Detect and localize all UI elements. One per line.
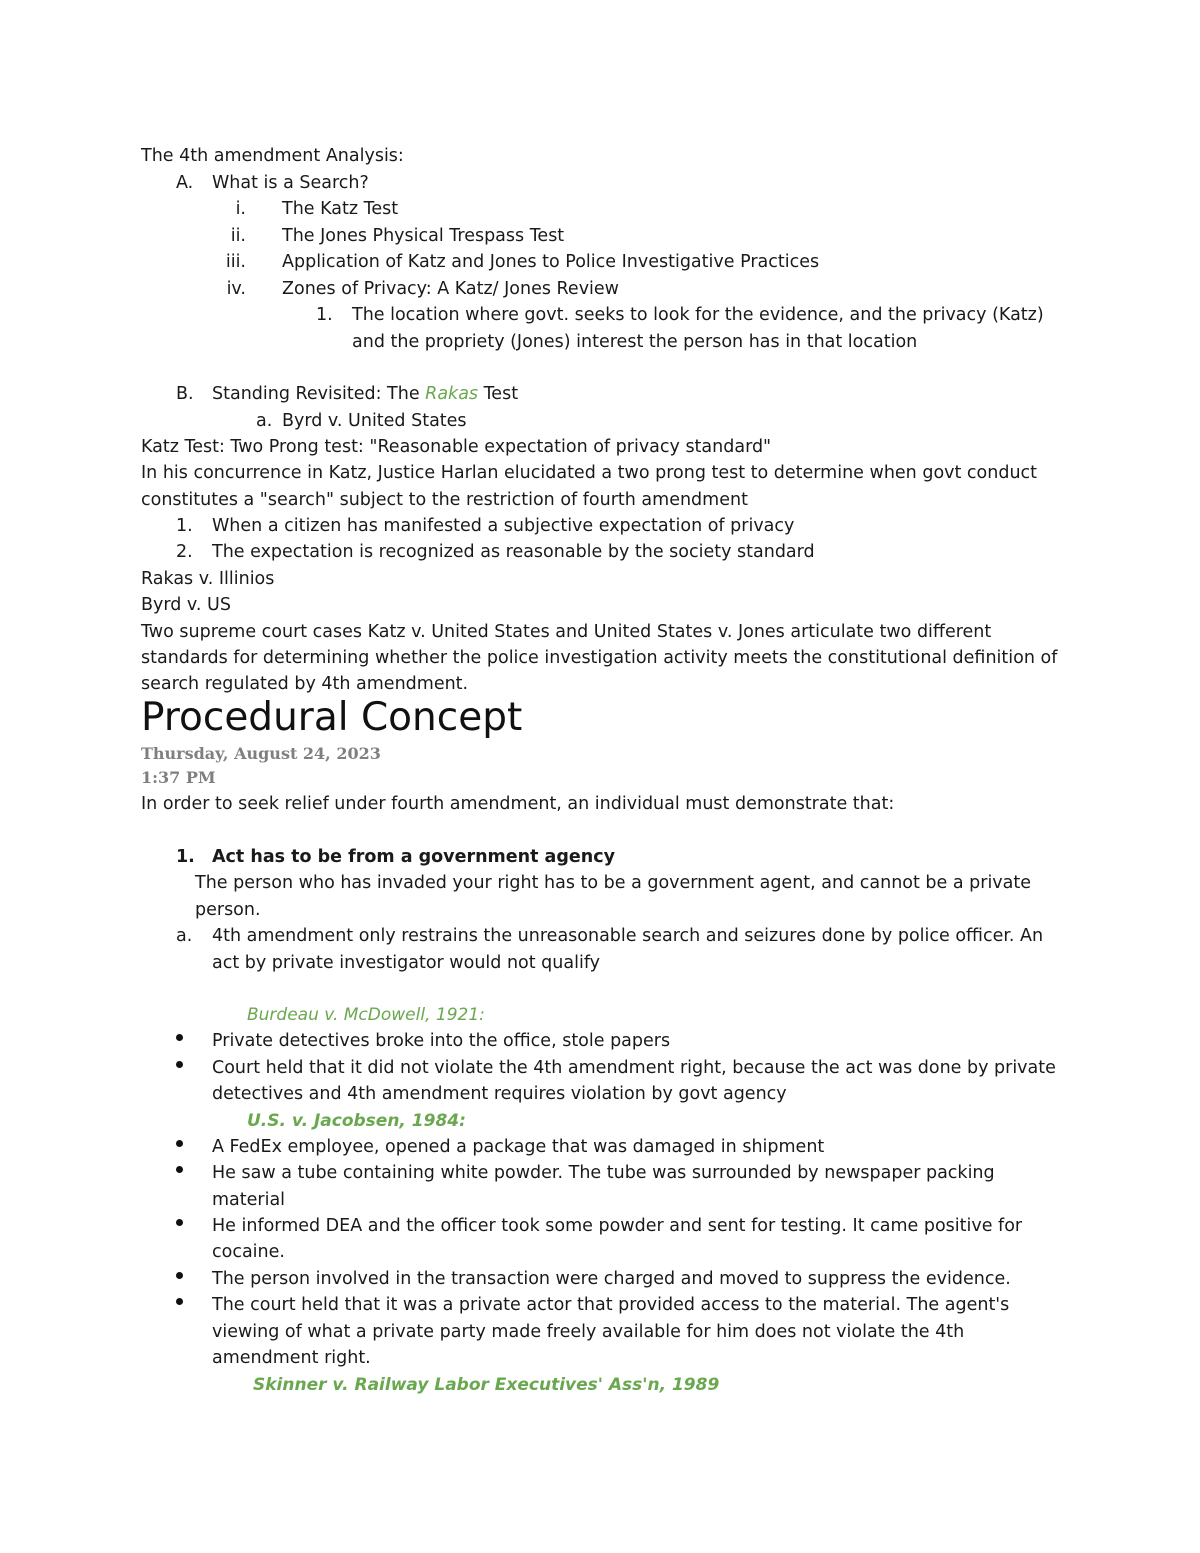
outline-b-subitem: Byrd v. United States [282, 411, 467, 431]
outline-subitem: Application of Katz and Jones to Police Investigative Practices [282, 252, 820, 272]
requirement-sub: act by private investigator would not qualify [212, 953, 601, 973]
list-marker: iv. [226, 279, 246, 299]
bullet-text: detectives and 4th amendment requires violation by govt agency [212, 1084, 787, 1104]
katz-paragraph: In his concurrence in Katz, Justice Harlan elucidated a two prong test to determine when govt conduct [141, 463, 1038, 483]
bullet-icon [176, 1298, 183, 1305]
katz-heading: Katz Test: Two Prong test: "Reasonable expectation of privacy standard" [141, 437, 772, 457]
outline-subitem: The Jones Physical Trespass Test [282, 226, 565, 246]
case-heading-jacobsen: U.S. v. Jacobsen, 1984: [247, 1111, 466, 1131]
outline-nested-item: The location where govt. seeks to look for the evidence, and the privacy (Katz) [352, 305, 1044, 325]
outline-nested-item-cont: and the propriety (Jones) interest the person has in that location [352, 332, 918, 352]
bullet-text: cocaine. [212, 1242, 285, 1262]
list-marker: 1. [176, 516, 193, 536]
katz-paragraph-2: search regulated by 4th amendment. [141, 674, 469, 694]
bullet-icon [176, 1219, 183, 1226]
bullet-text: material [212, 1190, 286, 1210]
bullet-text: He saw a tube containing white powder. The tube was surrounded by newspaper packing [212, 1163, 995, 1183]
requirement-desc: The person who has invaded your right has to be a government agent, and cannot be a private [195, 873, 1032, 893]
list-marker: A. [176, 173, 194, 193]
katz-paragraph-2: Two supreme court cases Katz v. United States and United States v. Jones articulate two different [141, 622, 992, 642]
case-heading-burdeau: Burdeau v. McDowell, 1921: [247, 1005, 485, 1025]
list-marker: 1. [176, 847, 195, 867]
bullet-icon [176, 1034, 183, 1041]
list-marker: B. [176, 384, 194, 404]
rakas-case-link: Rakas [425, 384, 479, 404]
bullet-icon [176, 1061, 183, 1068]
outline-b-suffix: Test [478, 384, 519, 404]
list-marker: 2. [176, 542, 193, 562]
katz-prong: When a citizen has manifested a subjective expectation of privacy [212, 516, 795, 536]
list-marker: iii. [225, 252, 246, 272]
bullet-text: amendment right. [212, 1348, 371, 1368]
list-marker: a. [256, 411, 273, 431]
bullet-icon [176, 1272, 183, 1279]
bullet-text: The court held that it was a private actor that provided access to the material. The agent's [212, 1295, 1010, 1315]
bullet-text: He informed DEA and the officer took some powder and sent for testing. It came positive for [212, 1216, 1023, 1236]
case-line: Byrd v. US [141, 595, 231, 615]
list-marker: ii. [230, 226, 246, 246]
outline-b-prefix: Standing Revisited: The [212, 384, 426, 404]
case-line: Rakas v. Illinios [141, 569, 275, 589]
bullet-text: Court held that it did not violate the 4th amendment right, because the act was done by private [212, 1058, 1056, 1078]
katz-paragraph-2: standards for determining whether the police investigation activity meets the constitutional definition of [141, 648, 1058, 668]
outline-subitem: Zones of Privacy: A Katz/ Jones Review [282, 279, 619, 299]
bullet-icon [176, 1140, 183, 1147]
case-heading-skinner: Skinner v. Railway Labor Executives' Ass'n, 1989 [253, 1375, 720, 1395]
requirement-sub: 4th amendment only restrains the unreasonable search and seizures done by police officer. An [212, 926, 1044, 946]
bullet-text: Private detectives broke into the office, stole papers [212, 1031, 671, 1051]
list-marker: a. [176, 926, 193, 946]
page-title: Procedural Concept [141, 695, 523, 740]
katz-paragraph: constitutes a "search" subject to the restriction of fourth amendment [141, 490, 748, 510]
bullet-text: viewing of what a private party made freely available for him does not violate the 4th [212, 1322, 965, 1342]
outline-item-b [212, 383, 518, 405]
bullet-text: The person involved in the transaction were charged and moved to suppress the evidence. [212, 1269, 1011, 1289]
outline-item-a: What is a Search? [212, 173, 369, 193]
page-time: 1:37 PM [141, 768, 216, 787]
requirement-desc: person. [195, 900, 261, 920]
outline-subitem: The Katz Test [282, 199, 399, 219]
outline-heading: The 4th amendment Analysis: [141, 146, 404, 166]
bullet-text: A FedEx employee, opened a package that was damaged in shipment [212, 1137, 825, 1157]
procedural-intro: In order to seek relief under fourth amendment, an individual must demonstrate that: [141, 794, 895, 814]
requirement-heading: Act has to be from a government agency [212, 847, 615, 867]
list-marker: 1. [316, 305, 333, 325]
list-marker: i. [235, 199, 246, 219]
page-date: Thursday, August 24, 2023 [141, 744, 381, 763]
bullet-icon [176, 1166, 183, 1173]
katz-prong: The expectation is recognized as reasonable by the society standard [212, 542, 815, 562]
